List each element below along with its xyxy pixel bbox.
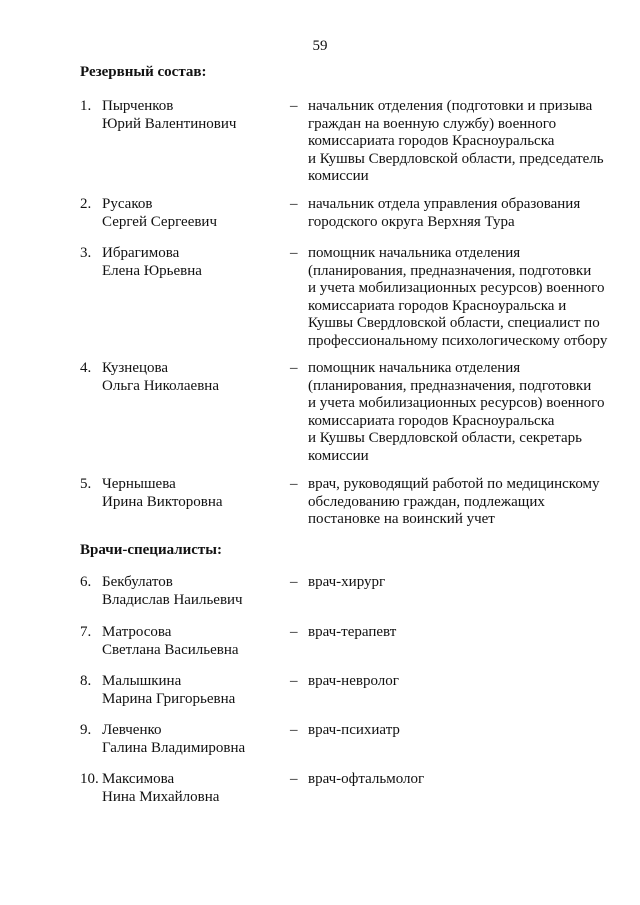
item-number: 10. — [80, 771, 99, 787]
surname: Малышкина — [102, 673, 182, 689]
role-line: и Кушвы Свердловской области, председатель — [308, 150, 604, 167]
surname: Бекбулатов — [102, 574, 173, 590]
person-name — [102, 245, 282, 280]
role-line: граждан на военную службу) военного — [308, 115, 557, 132]
role-line: и учета мобилизационных ресурсов) военного — [308, 280, 605, 296]
dash: – — [290, 360, 298, 376]
dash: – — [290, 771, 298, 787]
dash: – — [290, 196, 298, 212]
role-line: (планирования, предназначения, подготовки — [308, 262, 592, 279]
role-line: профессиональному психологическому отбору — [308, 332, 608, 349]
person-name — [102, 771, 282, 806]
surname: Русаков — [102, 196, 153, 212]
item-number: 3. — [80, 245, 92, 261]
role-line: и учета мобилизационных ресурсов) военного — [308, 395, 605, 411]
dash: – — [290, 98, 298, 114]
surname: Левченко — [102, 722, 162, 738]
role-line: помощник начальника отделения — [308, 245, 521, 261]
given-name: Нина Михайловна — [102, 788, 220, 805]
role-line: врач-психиатр — [308, 722, 400, 738]
surname: Матросова — [102, 624, 172, 640]
given-name: Галина Владимировна — [102, 739, 246, 756]
role-line: врач-офтальмолог — [308, 771, 425, 787]
person-name — [102, 673, 282, 708]
item-number: 9. — [80, 722, 92, 738]
role-description — [308, 722, 616, 740]
role-line: обследованию граждан, подлежащих — [308, 493, 545, 510]
person-name — [102, 476, 282, 511]
item-number: 5. — [80, 476, 92, 492]
dash: – — [290, 722, 298, 738]
given-name: Юрий Валентинович — [102, 115, 237, 132]
dash: – — [290, 476, 298, 492]
role-line: комиссариата городов Красноуральска — [308, 133, 555, 149]
person-name — [102, 574, 282, 609]
given-name: Владислав Наильевич — [102, 591, 243, 608]
role-description — [308, 574, 616, 592]
role-description — [308, 673, 616, 691]
role-line: комиссии — [308, 447, 369, 464]
role-line: комиссариата городов Красноуральска и — [308, 297, 567, 314]
role-line: городского округа Верхняя Тура — [308, 213, 515, 230]
role-description — [308, 98, 616, 186]
person-name — [102, 98, 282, 133]
surname: Пырченков — [102, 98, 174, 114]
role-description — [308, 360, 616, 465]
role-line: Кушвы Свердловской области, специалист по — [308, 315, 600, 331]
dash: – — [290, 245, 298, 261]
role-line: начальник отделения (подготовки и призыва — [308, 98, 593, 114]
role-description — [308, 196, 616, 231]
role-line: (планирования, предназначения, подготовки — [308, 377, 592, 394]
section-heading-reserve: Резервный состав: — [80, 64, 207, 80]
dash: – — [290, 673, 298, 689]
given-name: Сергей Сергеевич — [102, 213, 218, 230]
section-heading-doctors: Врачи-специалисты: — [80, 542, 223, 558]
role-line: и Кушвы Свердловской области, секретарь — [308, 430, 582, 446]
role-line: врач-хирург — [308, 574, 386, 590]
surname: Чернышева — [102, 476, 176, 492]
role-description — [308, 476, 616, 529]
surname: Ибрагимова — [102, 245, 180, 261]
item-number: 2. — [80, 196, 92, 212]
given-name: Елена Юрьевна — [102, 262, 202, 279]
person-name — [102, 624, 282, 659]
given-name: Марина Григорьевна — [102, 690, 236, 707]
role-description — [308, 624, 616, 642]
item-number: 6. — [80, 574, 92, 590]
given-name: Светлана Васильевна — [102, 641, 239, 658]
given-name: Ольга Николаевна — [102, 377, 219, 394]
page-number: 59 — [312, 38, 328, 54]
person-name — [102, 360, 282, 395]
dash: – — [290, 574, 298, 590]
role-line: врач-невролог — [308, 673, 399, 689]
given-name: Ирина Викторовна — [102, 493, 223, 510]
role-line: постановке на воинский учет — [308, 511, 495, 527]
role-line: врач-терапевт — [308, 624, 397, 640]
person-name — [102, 722, 282, 757]
dash: – — [290, 624, 298, 640]
item-number: 4. — [80, 360, 92, 376]
item-number: 1. — [80, 98, 92, 114]
item-number: 7. — [80, 624, 92, 640]
role-line: комиссии — [308, 168, 369, 184]
role-description — [308, 245, 616, 350]
surname: Максимова — [102, 771, 175, 787]
person-name — [102, 196, 282, 231]
item-number: 8. — [80, 673, 92, 689]
role-line: помощник начальника отделения — [308, 360, 521, 376]
surname: Кузнецова — [102, 360, 169, 376]
role-line: комиссариата городов Красноуральска — [308, 412, 555, 429]
role-line: врач, руководящий работой по медицинскому — [308, 476, 600, 492]
role-description — [308, 771, 616, 789]
role-line: начальник отдела управления образования — [308, 196, 581, 212]
